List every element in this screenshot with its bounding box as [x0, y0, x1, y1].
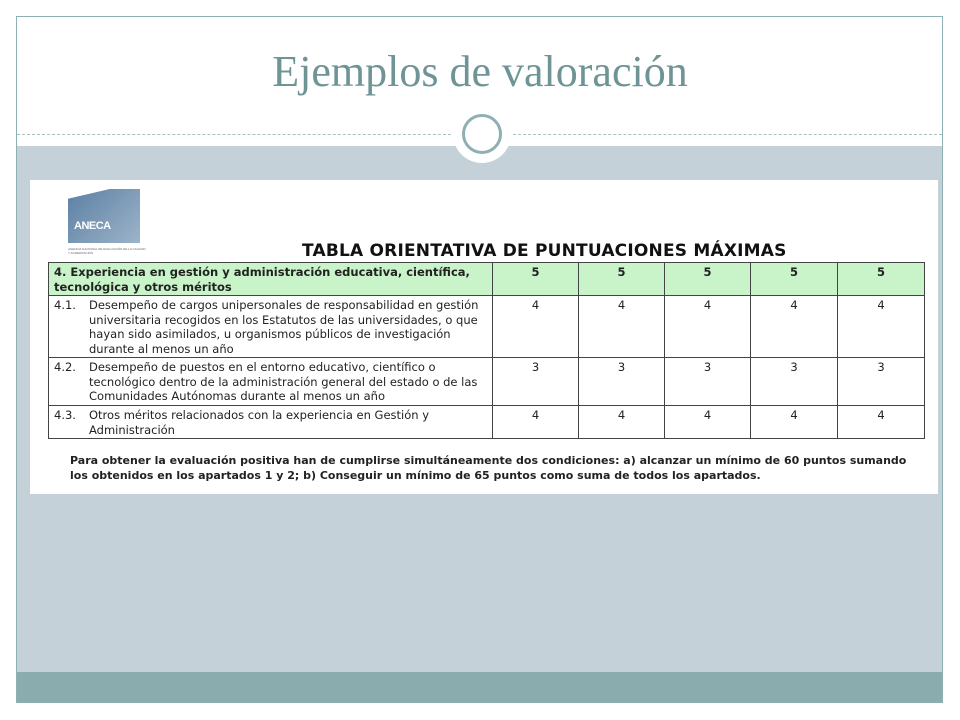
logo-text: ANECA — [74, 220, 111, 232]
score-cell: 4 — [493, 406, 579, 439]
row-label-cell — [49, 296, 493, 358]
row-code: 4.3. — [54, 408, 76, 422]
score-cell: 4 — [493, 296, 579, 358]
logo-subtitle: AGENCIA NACIONAL DE EVALUACIÓN DE LA CALIDAD Y ACREDITACIÓN — [68, 247, 146, 255]
document-image — [30, 180, 938, 494]
row-code: 4.2. — [54, 360, 76, 374]
table-row — [49, 296, 925, 358]
row-item — [54, 360, 487, 404]
score-cell: 4 — [838, 296, 925, 358]
score-cell: 5 — [838, 263, 925, 296]
score-cell: 5 — [579, 263, 665, 296]
score-cell: 5 — [493, 263, 579, 296]
table-header-row — [49, 263, 925, 296]
table-row — [49, 406, 925, 439]
row-label: Desempeño de cargos unipersonales de responsabilidad en gestión universitaria recogidos en los Estatutos de las universidades, o que hayan sido asimilados, u organismos públicos de investigación durante al menos un año — [89, 298, 479, 356]
score-cell: 4 — [838, 406, 925, 439]
row-item — [54, 408, 487, 437]
score-table — [48, 262, 925, 439]
row-label-cell — [49, 358, 493, 406]
circle-ornament-icon — [453, 105, 511, 163]
logo-shape — [68, 189, 140, 243]
table-title: TABLA ORIENTATIVA DE PUNTUACIONES MÁXIMAS — [302, 241, 787, 261]
slide-title: Ejemplos de valoración — [272, 47, 688, 96]
score-cell: 4 — [751, 296, 838, 358]
row-code: 4.1. — [54, 298, 76, 312]
score-cell: 4 — [665, 406, 751, 439]
score-cell: 3 — [579, 358, 665, 406]
score-cell: 4 — [579, 296, 665, 358]
evaluation-note: Para obtener la evaluación positiva han de cumplirse simultáneamente dos condiciones: a) alcanzar un mínimo de 60 puntos sumando los obtenidos en los apartados 1 y 2; b) Conseguir un mínimo de 65 puntos como suma de todos los apartados. — [70, 454, 907, 482]
row-label-cell — [49, 406, 493, 439]
score-cell: 4 — [579, 406, 665, 439]
row-label: Otros méritos relacionados con la experiencia en Gestión y Administración — [89, 408, 430, 437]
aneca-logo — [68, 189, 140, 247]
score-cell: 4 — [665, 296, 751, 358]
row-item — [54, 298, 487, 356]
score-cell: 3 — [493, 358, 579, 406]
score-cell: 3 — [838, 358, 925, 406]
score-cell: 3 — [665, 358, 751, 406]
row-label: Desempeño de puestos en el entorno educativo, científico o tecnológico dentro de la administración general del estado o de las Comunidades Autónomas durante al menos un año — [89, 360, 478, 403]
row-label: 4. Experiencia en gestión y administración educativa, científica, tecnológica y otros méritos — [54, 265, 470, 294]
table-row — [49, 358, 925, 406]
score-cell: 4 — [751, 406, 838, 439]
footer-band — [17, 672, 942, 702]
row-label-cell — [49, 263, 493, 296]
score-cell: 5 — [665, 263, 751, 296]
score-cell: 3 — [751, 358, 838, 406]
score-cell: 5 — [751, 263, 838, 296]
